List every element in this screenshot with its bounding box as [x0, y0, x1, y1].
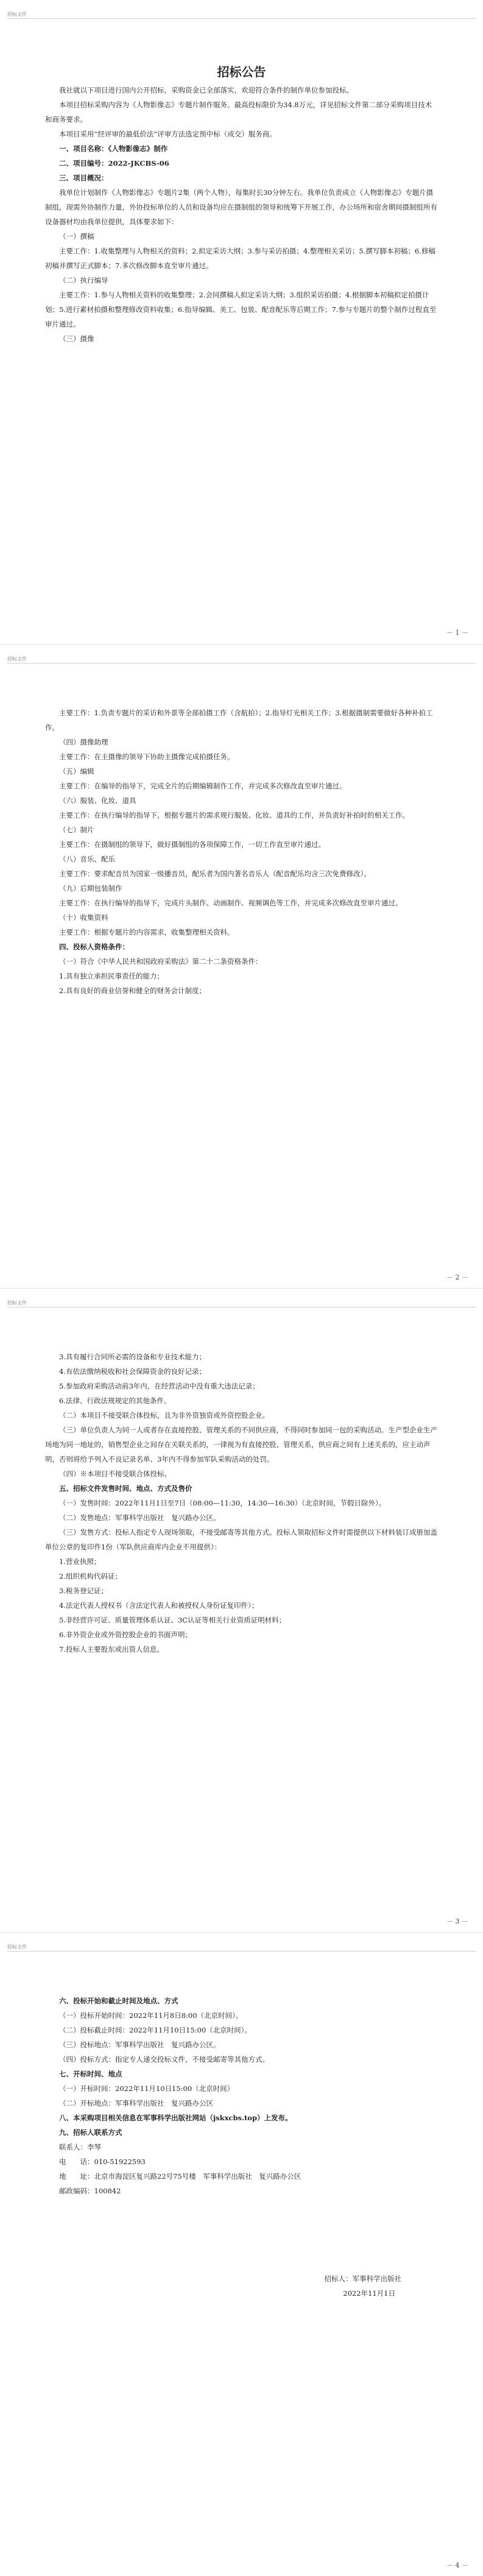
paragraph: （一）发售时间：2022年11月1日至7日（08:00—11:30，14:30—16:30）（北京时间，节假日除外）。 — [59, 1499, 386, 1507]
page-4 — [0, 1932, 483, 2576]
section-heading: 七、开标时间、地点 — [59, 2070, 122, 2078]
paragraph: 主要工作：在主摄像的领导下协助主摄像完成拍摄任务。 — [59, 752, 234, 761]
contact-address: 地 址：北京市海淀区复兴路22号75号楼 军事科学出版社 复兴路办公区 — [59, 2172, 301, 2181]
paragraph: 主要工作：1.参与人物相关资料的收集整理；2.会同撰稿人拟定采访大纲；3.组织采访拍摄；4.根据脚本初稿拟定拍摄计划；5.进行素材拍摄和整理修改资料收集；6.指导编辑、美工、包装、配音配乐等后期工作；7.参与专题片的整个制作过程直至审片通过。 — [45, 291, 437, 328]
list-item: 6.法律、行政法规规定的其他条件。 — [59, 1396, 171, 1405]
contact-postcode: 邮政编码：100842 — [59, 2187, 121, 2195]
paragraph: 主要工作：1.负责专题片的采访和外景等全部拍摄工作（含航拍）；2.指导灯光相关工作；3.根据摄制需要做好各种补拍工作。 — [45, 709, 433, 732]
subheading: （七）制片 — [59, 826, 94, 834]
paragraph: （二）开标地点：军事科学出版社 复兴路办公区 — [59, 2099, 213, 2107]
section-heading: 八、本采购项目相关信息在军事科学出版社网站（jskxcbs.top）上发布。 — [59, 2114, 292, 2122]
page-3 — [0, 1288, 483, 1932]
header-rule — [7, 18, 476, 19]
list-item: 4.法定代表人授权书（含法定代表人和被授权人身份证复印件）； — [59, 1601, 259, 1610]
page-number: － 2 － — [446, 1273, 468, 1281]
contact-phone: 电 话：010-51922593 — [59, 2157, 146, 2166]
page-header-label: 招标文件 — [7, 1300, 27, 1306]
section-heading: 五、招标文件发售时间、地点、方式及售价 — [59, 1484, 192, 1493]
page-3-content — [45, 1350, 438, 1657]
list-item: 7.投标人主要股东或出资人信息。 — [59, 1645, 164, 1654]
list-item: 3.具有履行合同所必需的设备和专业技术能力； — [59, 1353, 206, 1361]
subheading: （八）音乐、配乐 — [59, 855, 115, 863]
subheading: （九）后期包装制作 — [59, 884, 122, 893]
procurement-scope: 本项目招标采购内容为《人物影像志》专题片制作服务。最高投标限价为34.8万元，详见招标文件第二部分采购项目技术和商务要求。 — [45, 101, 432, 124]
evaluation-method: 本项目采用“经评审的最低价法”评审方法选定预中标（成交）服务商。 — [59, 130, 277, 138]
paragraph: （三）发售方式：投标人指定专人现场领取，不接受邮寄等其他方式。投标人领取招标文件时需提供以下材料装订成册加盖单位公章的复印件1份（军队供应商库内企业不用提供）： — [45, 1528, 437, 1551]
subheading: （一）撰稿 — [59, 232, 94, 241]
signature-org: 招标人：军事科学出版社 — [324, 2274, 401, 2283]
list-item: 5.参加政府采购活动前3年内，在经营活动中没有重大违法记录； — [59, 1382, 259, 1390]
paragraph: （一）开标时间：2022年11月10日15:00（北京时间） — [59, 2084, 234, 2093]
section-heading: 四、投标人资格条件： — [59, 943, 129, 951]
list-item: 4.有依法缴纳税收和社会保障资金的良好记录； — [59, 1367, 206, 1376]
section-heading: 二、项目编号：2022-JKCBS-06 — [59, 159, 169, 168]
list-item: 5.非经营许可证、质量管理体系认证、3C认证等相关行业资质证明材料； — [59, 1616, 286, 1624]
page-4-content — [45, 1994, 438, 2301]
section-heading: 三、项目概况： — [59, 174, 108, 182]
page-number: － 3 － — [446, 1917, 468, 1925]
page-number: － 4 － — [446, 2561, 468, 2569]
subheading: （四）摄像助理 — [59, 738, 108, 746]
paragraph: （四）※本项目不接受联合体投标。 — [59, 1470, 171, 1478]
paragraph: 我单位计划制作《人物影像志》专题片2集（两个人物），每集时长30分钟左右。我单位负责成立《人物影像志》专题片摄制组，现需外协制作力量，外协投标单位的人员和设备均应在摄制组的领导和统筹下开展工作，办公场所和宿舍期间摄制组所有设备器材均由我单位提供，具体要求如下： — [45, 188, 437, 226]
page-2-content — [45, 706, 438, 998]
paragraph: 主要工作：要求配音员为国家一级播音员，配乐者为国内著名音乐人（配音配乐均含三次免费修改）。 — [59, 869, 371, 878]
page-2 — [0, 644, 483, 1288]
subheading: （二）执行编导 — [59, 276, 108, 285]
page-header-label: 招标文件 — [7, 656, 27, 662]
paragraph: 主要工作：在执行编导的指导下，根据专题片的需求规行服装、化妆、道具的工作，并负责好补拍时的相关工作。 — [59, 811, 409, 819]
list-item: 6.非外资企业或外资控股企业的书面声明； — [59, 1630, 192, 1639]
section-heading: 九、招标人联系方式 — [59, 2128, 122, 2137]
subheading: （三）摄像 — [59, 334, 94, 343]
subheading: （五）编辑 — [59, 767, 94, 776]
list-item: 2.组织机构代码证； — [59, 1572, 122, 1580]
list-item: 1.营业执照； — [59, 1557, 101, 1566]
paragraph: （二）本项目不接受联合体投标，且为非外资独资或外资控股企业。 — [59, 1411, 269, 1420]
signature-date: 2022年11月1日 — [343, 2289, 395, 2298]
paragraph: 主要工作：在编导的指导下，完成全片的后期编辑制作工作，并完成多次修改直至审片通过。 — [59, 782, 347, 790]
document-title: 招标公告 — [217, 65, 266, 79]
page-1-content — [45, 61, 438, 346]
section-heading: 六、投标开始和截止时间及地点、方式 — [59, 1997, 178, 2005]
paragraph: （二）发售地点：军事科学出版社 复兴路办公区。 — [59, 1513, 220, 1522]
page-header-label: 招标文件 — [7, 1944, 27, 1950]
paragraph: （四）投标方式：指定专人递交投标文件，不接受邮寄等其他方式。 — [59, 2055, 269, 2064]
page-header-label: 招标文件 — [7, 12, 27, 17]
section-heading: 一、项目名称：《人物影像志》制作 — [59, 144, 168, 153]
page-1 — [0, 0, 483, 644]
contact-person: 联系人：李琴 — [59, 2143, 101, 2151]
paragraph: （三）单位负责人为同一人或者存在直接控股、管理关系的不同供应商，不得同时参加同一包的采购活动。生产型企业生产场地为同一地址的，销售型企业之间存在关联关系的，一律视为有直接控股、管理关系，供应商之间有上述关系的，应主动声明，否则将给予列入不良记录名单、3年内不得参加军队采购活动的处罚。 — [45, 1426, 437, 1463]
paragraph: （三）投标地点：军事科学出版社 复兴路办公区。 — [59, 2040, 220, 2049]
paragraph: （一）投标开始时间：2022年11月8日8:00（北京时间）。 — [59, 2011, 243, 2020]
subheading: （六）服装、化妆、道具 — [59, 796, 136, 805]
page-number: － 1 － — [446, 629, 468, 637]
paragraph: 主要工作：在摄制组的领导下，做好摄制组的各项保障工作，一切工作直至审片通过。 — [59, 840, 325, 849]
list-item: 1.具有独立承担民事责任的能力； — [59, 972, 164, 980]
paragraph: 主要工作：根据专题片的内容需求，收集整理相关资料。 — [59, 928, 234, 936]
subheading: （十）收集资料 — [59, 913, 108, 922]
list-item: 2.具有良好的商业信誉和健全的财务会计制度； — [59, 986, 206, 995]
paragraph: 主要工作：1.收集整理与人物相关的资料；2.拟定采访大纲；3.参与采访拍摄；4.整理相关采访；5.撰写脚本初稿；6.修稿初稿并撰写正式脚本；7.多次修改脚本直至审片通过。 — [45, 247, 435, 270]
intro-paragraph: 我社就以下项目进行国内公开招标，采购资金已全部落实，欢迎符合条件的制作单位参加投标。 — [59, 86, 353, 94]
paragraph: 主要工作：在执行编导的指导下，完成片头制作、动画制作、视频调色等工作，并完成多次修改直至审片通过。 — [59, 899, 403, 907]
list-item: 3.税务登记证； — [59, 1587, 108, 1595]
paragraph: （一）符合《中华人民共和国政府采购法》第二十二条资格条件： — [59, 957, 263, 966]
paragraph: （二）投标截止时间：2022年11月10日15:00（北京时间）。 — [59, 2026, 252, 2034]
